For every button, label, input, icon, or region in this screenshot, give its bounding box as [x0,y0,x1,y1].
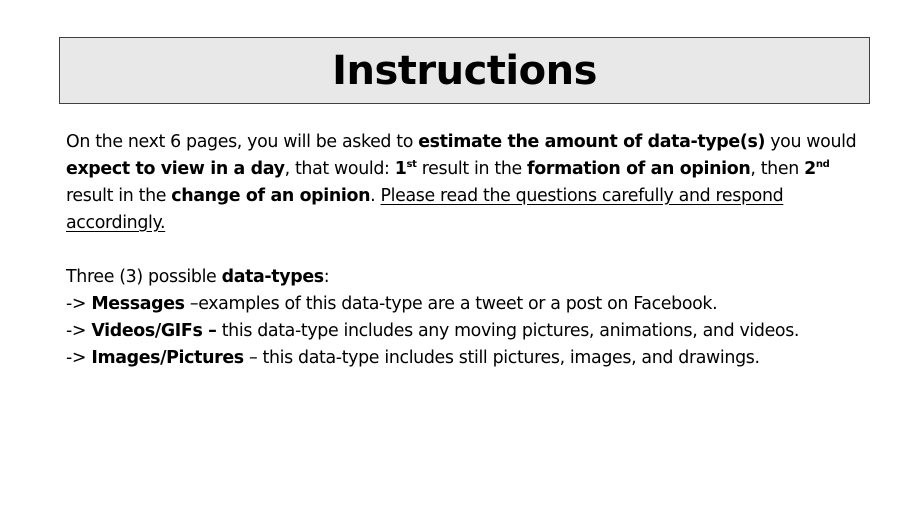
data-type-name: Messages [91,294,185,314]
data-type-description: this data-type includes any moving pictures, animations, and videos. [216,321,800,341]
intro-text-3: , that would: [284,159,395,179]
intro-bold-3 [395,159,417,179]
data-type-name: Images/Pictures [91,348,244,368]
instructions-body [66,129,866,372]
arrow-marker: -> [66,348,92,368]
page-title: Instructions [332,47,597,94]
intro-paragraph [66,129,866,237]
data-types-heading [66,264,866,291]
paragraph-spacer [66,237,866,264]
intro-text-5: , then [750,159,805,179]
data-type-name: Videos/GIFs – [91,321,217,341]
intro-bold-6: change of an opinion [171,186,371,206]
intro-text-6: result in the [66,186,172,206]
data-type-description: – this data-type includes still pictures, images, and drawings. [243,348,760,368]
intro-bold-2: expect to view in a day [66,159,285,179]
intro-text-7: . [370,186,381,206]
ordinal-2-number: 2 [804,159,816,179]
intro-text-4: result in the [416,159,528,179]
ordinal-1-suffix: st [406,159,417,170]
data-type-item-videos [66,318,866,345]
types-intro-bold: data-types [221,267,324,287]
ordinal-1-number: 1 [394,159,407,179]
data-type-item-messages [66,291,866,318]
title-banner [59,37,870,104]
intro-text-2: you would [765,132,857,152]
arrow-marker: -> [66,294,92,314]
intro-text-1: On the next 6 pages, you will be asked to [66,132,419,152]
intro-bold-4: formation of an opinion [527,159,751,179]
data-type-description: –examples of this data-type are a tweet or a post on Facebook. [184,294,718,314]
data-type-item-images [66,345,866,372]
ordinal-2-suffix: nd [815,159,830,170]
read-carefully-note: Please read the questions carefully and respond accordingly. [66,186,784,233]
types-intro-text-2: : [323,267,330,287]
intro-bold-5 [804,159,829,179]
intro-bold-1: estimate the amount of data-type(s) [418,132,766,152]
types-intro-text-1: Three (3) possible [66,267,222,287]
arrow-marker: -> [66,321,92,341]
